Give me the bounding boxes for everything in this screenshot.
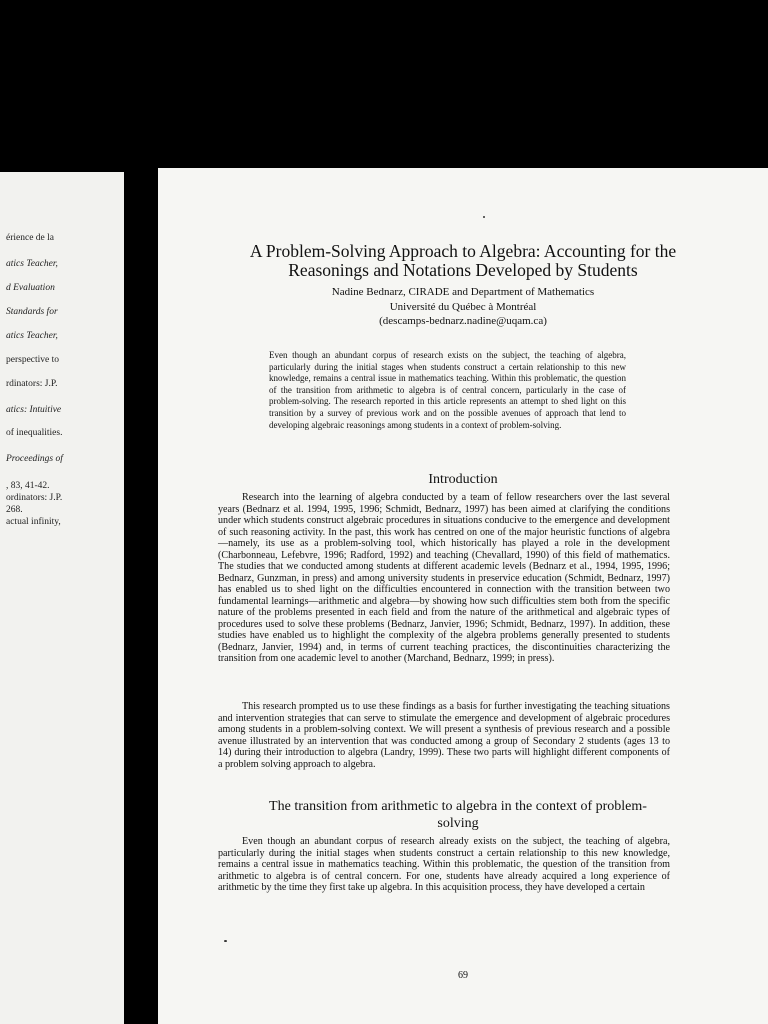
left-page-line: d Evaluation (6, 283, 55, 293)
left-page-line: atics Teacher, (6, 259, 58, 269)
title-line: Reasonings and Notations Developed by Students (288, 260, 638, 280)
paper-page (158, 168, 768, 1024)
scan-speck (224, 940, 227, 942)
section-heading-line: The transition from arithmetic to algebra in the context of problem- (269, 799, 647, 814)
left-page-line: , 83, 41-42. (6, 481, 50, 491)
left-page-line: Proceedings of (6, 454, 63, 464)
intro-paragraph (218, 492, 670, 665)
abstract: Even though an abundant corpus of research exists on the subject, the teaching of algebra, particularly during the initial stages when students construct a certain relationship to this new knowledge, remains a central issue in mathematics teaching. Within this problematic, the question of the transition from arithmetic to algebra is of central concern, particularly in the case of problem-solving. The research reported in this article represents an attempt to shed light on this transition by a survey of previous work and on the possible avenues of approach that lend to developing algebraic reasonings among students in a context of problem-solving. (269, 350, 626, 430)
left-page-line: actual infinity, (6, 517, 61, 527)
author-block (178, 285, 748, 329)
left-page-fragment (0, 172, 128, 1024)
paper-title (178, 242, 748, 280)
left-page-line: ordinators: J.P. (6, 493, 63, 503)
book-gutter (124, 172, 160, 1024)
paragraph-text: This research prompted us to use these findings as a basis for further investigating the teaching situations and intervention strategies that can serve to stimulate the emergence and development of algebraic procedures among students in a problem-solving context. We will present a synthesis of previous research and a possible avenue illustrated by an intervention that was conducted among a group of Secondary 2 students (ages 13 to 14) during their introduction to algebra (Landry, 1999). These two parts will highlight different components of a problem solving approach to algebra. (218, 701, 670, 770)
intro-paragraph (218, 701, 670, 770)
paragraph-text: Research into the learning of algebra conducted by a team of fellow researchers over the last several years (Bednarz et al. 1994, 1995, 1996; Schmidt, Bednarz, 1997) has been aimed at clarifying the conditions under which students construct algebraic procedures in situations conducive to the emergence and development of such reasoning activity. In the past, this work has centred on one of the major heuristic functions of algebra—namely, its use as a problem-solving tool, which historically has played a role in the development (Charbonneau, Lefebvre, 1996; Radford, 1992) and teaching (Chevallard, 1990) of this field of mathematics. The studies that we conducted among students at different academic levels (Bednarz et al., 1994, 1995, 1996; Bednarz, Gunzman, in press) and among university students in preservice education (Schmidt, Bednarz, 1997) has enabled us to shed light on the difficulties encountered in connection with the transition between two fundamental learnings—arithmetic and algebra—by showing how such difficulties stem both from the specific nature of the problems presented in each field and from the nature of the arithmetical and algebraic types of procedures used to solve these problems (Bednarz, Janvier, 1996; Schmidt, Bednarz, 1997). In addition, these studies have enabled us to highlight the complexity of the algebra problems generally presented to students (Bednarz, Janvier, 1994) and, in terms of current teaching practices, the discontinuities characterizing the transition from one academic level to another (Marchand, Bednarz, 1999; in press). (218, 492, 670, 664)
left-page-line: atics Teacher, (6, 331, 58, 341)
scan-speck (483, 216, 485, 218)
left-page-line: rdinators: J.P. (6, 379, 58, 389)
left-page-line: of inequalities. (6, 428, 63, 438)
scan-border-top (0, 0, 768, 180)
paragraph-text: Even though an abundant corpus of research already exists on the subject, the teaching of algebra, particularly during the initial stages when students construct a certain relationship to this new knowledge, remains a central issue in mathematics teaching. Within this problematic, the question of the transition from arithmetic to algebra is of central concern. For one, students have already acquired a long experience of arithmetic by the time they first take up algebra. In this acquisition process, they have developed a certain (218, 836, 670, 893)
section-paragraph (218, 836, 670, 894)
section-heading-introduction: Introduction (428, 472, 498, 487)
left-page-line: Standards for (6, 307, 58, 317)
author-name: Nadine Bednarz, CIRADE and Department of Mathematics (331, 286, 595, 298)
left-page-line: perspective to (6, 355, 60, 365)
author-affiliation: Université du Québec à Montréal (389, 300, 537, 313)
title-line: A Problem-Solving Approach to Algebra: Accounting for the (249, 241, 677, 261)
section-heading-transition (198, 798, 718, 832)
left-page-line: atics: Intuitive (6, 405, 62, 415)
section-heading-line: solving (437, 816, 479, 831)
left-page-line: érience de la (6, 233, 54, 243)
author-email: (descamps-bednarz.nadine@uqam.ca) (379, 315, 547, 327)
page-number: 69 (458, 970, 468, 981)
left-page-line: 268. (6, 505, 23, 515)
